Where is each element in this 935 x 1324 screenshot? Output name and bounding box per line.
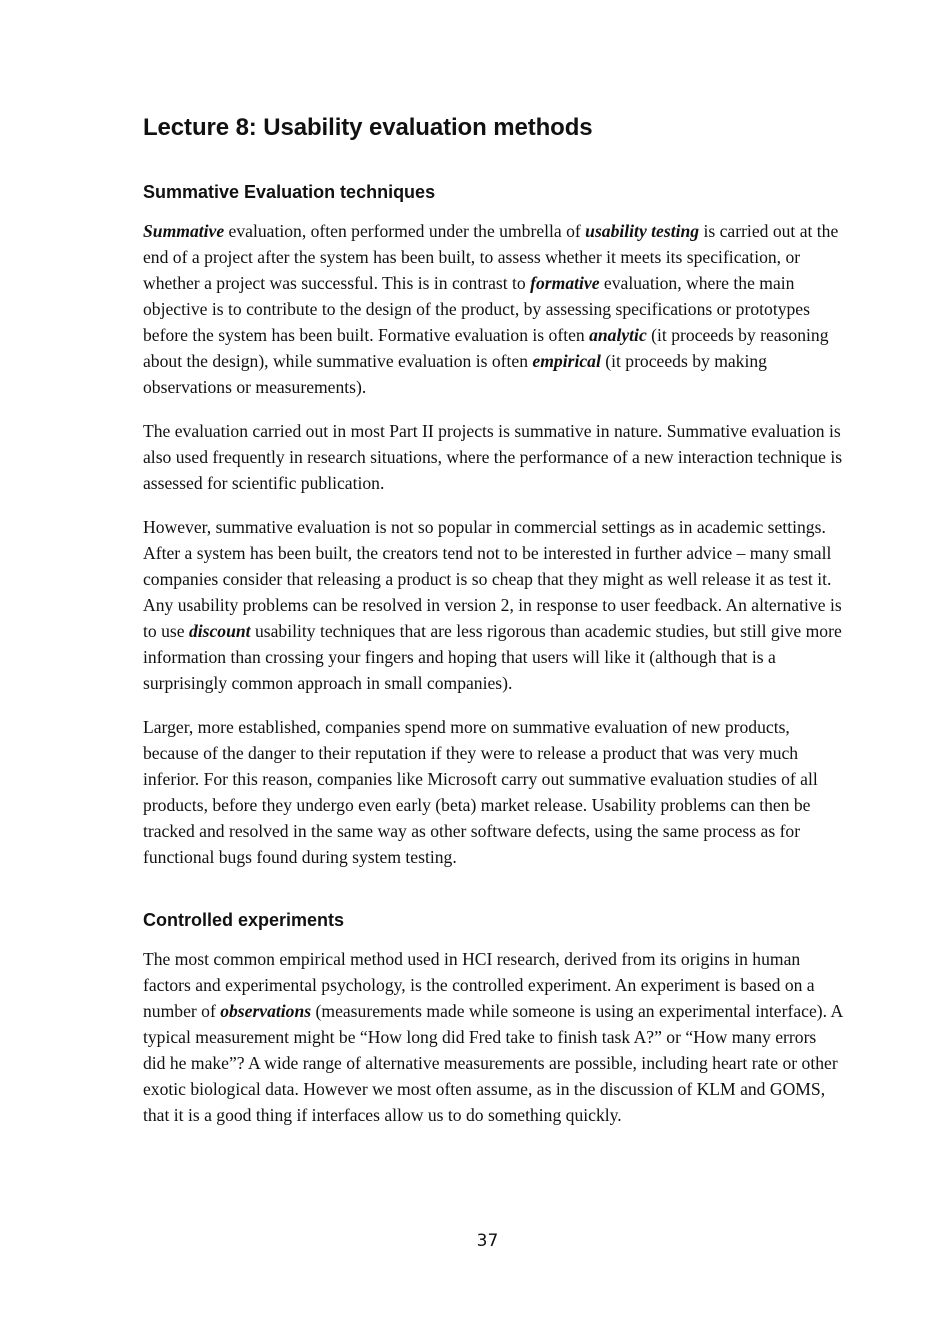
text-run: usability techniques that are less rigorous than academic studies, but still give more information than crossing your fingers and hoping that users will like it (although that is a surprisingly common approach in small companies). [143,621,842,693]
paragraph-larger-companies: Larger, more established, companies spend more on summative evaluation of new products, because of the danger to their reputation if they were to release a product that was very much inferior. For this reason, companies like Microsoft carry out summative evaluation studies of all products, before they undergo even early (beta) market release. Usability problems can then be tracked and resolved in the same way as other software defects, using the same process as for functional bugs found during system testing. [143,717,818,867]
text-run: (it proceeds by reasoning about the design), while summative evaluation is often [143,325,829,371]
page-number: 37 [476,1231,499,1251]
text-run: The most common empirical method used in HCI research, derived from its origins in human factors and experimental psychology, is the controlled experiment. An experiment is based on a number of [143,949,815,1021]
paragraph-commercial-settings [143,514,843,696]
page-content [143,112,843,1146]
emphasis-discount: discount [188,621,251,641]
paragraph-part-ii-projects: The evaluation carried out in most Part II projects is summative in nature. Summative evaluation is also used frequently in research situations, where the performance of a new interaction technique is assessed for scientific publication. [143,421,843,493]
section-heading-controlled-experiments: Controlled experiments [143,910,345,930]
emphasis-observations: observations [220,1001,312,1021]
text-run: (measurements made while someone is using an experimental interface). A typical measurement might be “How long did Fred take to finish task A?” or “How many errors did he make”? A wide range of alternative measurements are possible, including heart rate or other exotic biological data. However we most often assume, as in the discussion of KLM and GOMS, that it is a good thing if interfaces allow us to do something quickly. [143,1001,843,1125]
text-run: (it proceeds by making observations or measurements). [143,351,767,397]
page-title: Lecture 8: Usability evaluation methods [143,114,593,141]
paragraph-summative-intro [143,218,843,400]
text-run: However, summative evaluation is not so popular in commercial settings as in academic settings. After a system has been built, the creators tend not to be interested in further advice – many small companies consider that releasing a product is so cheap that they might as well release it as test it. Any usability problems can be resolved in version 2, in response to user feedback. An alternative is to use [143,517,842,641]
emphasis-usability-testing: usability testing [585,221,700,241]
text-run: evaluation, often performed under the umbrella of [224,221,586,241]
text-run: is carried out at the end of a project after the system has been built, to assess whether it meets its specification, or whether a project was successful. This is in contrast to [143,221,839,293]
emphasis-summative: Summative [143,221,225,241]
paragraph-controlled-experiment [143,946,843,1128]
emphasis-empirical: empirical [532,351,601,371]
text-run: evaluation, where the main objective is to contribute to the design of the product, by assessing specifications or prototypes before the system has been built. Formative evaluation is often [143,273,810,345]
section-heading-summative: Summative Evaluation techniques [143,182,436,202]
emphasis-formative: formative [530,273,600,293]
emphasis-analytic: analytic [589,325,647,345]
